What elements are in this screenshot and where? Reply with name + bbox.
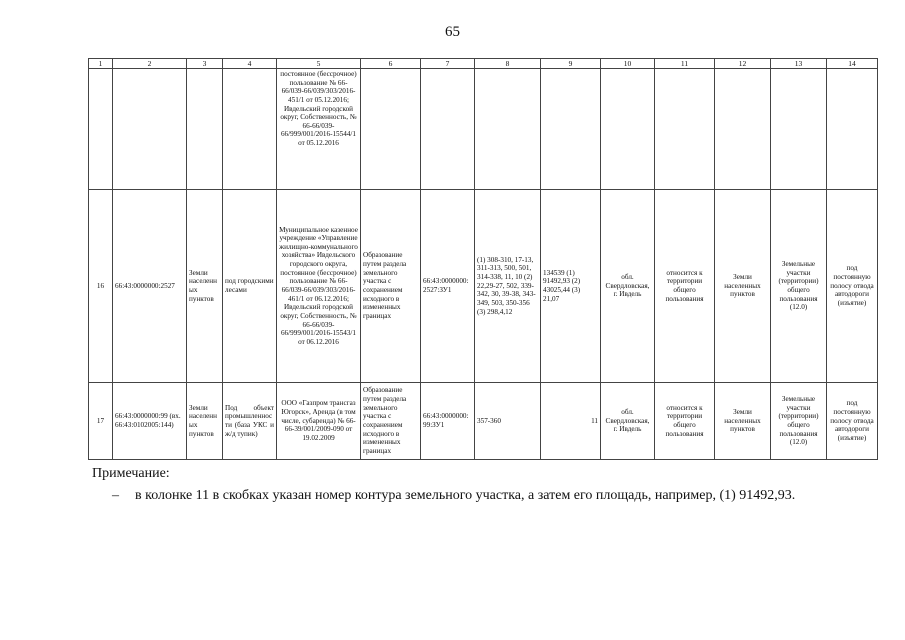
column-number: 1 bbox=[89, 59, 113, 69]
table-row bbox=[89, 383, 878, 460]
column-number: 8 bbox=[475, 59, 541, 69]
page-number: 65 bbox=[445, 24, 460, 40]
address-cell: обл. Свердловская, г. Ивдель bbox=[601, 383, 655, 460]
column-number: 2 bbox=[113, 59, 187, 69]
column-number: 10 bbox=[601, 59, 655, 69]
rights-holder-cell: постоянное (бессрочное) пользование № 66-66/039-66/039/303/2016-451/1 от 05.12.2016; Ивдельский городской округ, Собственность, № 66-66/039-66/999/001/2016-15544/1 от 05.12.2016 bbox=[277, 69, 361, 190]
note-item bbox=[112, 488, 795, 504]
new-permitted-use-cell: Земельные участки (территории) общего пользования (12.0) bbox=[771, 383, 827, 460]
formation-method-cell: Образование путем раздела земельного участка с сохранением исходного в измененных границах bbox=[361, 383, 421, 460]
boundary-points-cell: 357-360 bbox=[475, 383, 541, 460]
row-number-cell bbox=[89, 69, 113, 190]
territory-type-cell: относится к территории общего пользования bbox=[655, 383, 715, 460]
column-number: 6 bbox=[361, 59, 421, 69]
area-cell: 134539 (1) 91492,93 (2) 43025,44 (3) 21,07 bbox=[541, 190, 601, 383]
permitted-use-cell: под городскими лесами bbox=[223, 190, 277, 383]
cadastral-number-cell bbox=[113, 69, 187, 190]
land-category-cell bbox=[187, 69, 223, 190]
new-plot-number-cell bbox=[421, 69, 475, 190]
rights-holder-cell: ООО «Газпром трансгаз Югорск», Аренда (в том числе, субаренда) № 66-66-39/001/2009-090 от 19.02.2009 bbox=[277, 383, 361, 460]
new-land-category-cell bbox=[715, 69, 771, 190]
cadastral-number-cell: 66:43:0000000:99 (вх. 66:43:0102005:144) bbox=[113, 383, 187, 460]
address-cell bbox=[601, 69, 655, 190]
territory-type-cell bbox=[655, 69, 715, 190]
column-number: 11 bbox=[655, 59, 715, 69]
column-number: 4 bbox=[223, 59, 277, 69]
column-number: 5 bbox=[277, 59, 361, 69]
row-number-cell: 16 bbox=[89, 190, 113, 383]
new-plot-number-cell: 66:43:0000000:99:ЗУ1 bbox=[421, 383, 475, 460]
area-cell bbox=[541, 69, 601, 190]
table-row bbox=[89, 190, 878, 383]
new-permitted-use-cell: Земельные участки (территории) общего пользования (12.0) bbox=[771, 190, 827, 383]
note-title: Примечание: bbox=[92, 466, 170, 481]
row-number-cell: 17 bbox=[89, 383, 113, 460]
land-plots-table bbox=[88, 58, 878, 460]
table-row bbox=[89, 69, 878, 190]
boundary-points-cell bbox=[475, 69, 541, 190]
column-number: 13 bbox=[771, 59, 827, 69]
territory-type-cell: относится к территории общего пользования bbox=[655, 190, 715, 383]
boundary-points-cell: (1) 308-310, 17-13, 311-313, 500, 501, 314-338, 11, 10 (2) 22,29-27, 502, 339-342, 30, 39-38, 343-349, 503, 350-356 (3) 298,4,12 bbox=[475, 190, 541, 383]
formation-method-cell: Образование путем раздела земельного участка с сохранением исходного в измененных границах bbox=[361, 190, 421, 383]
new-land-category-cell: Земли населенных пунктов bbox=[715, 190, 771, 383]
land-category-cell: Земли населенных пунктов bbox=[187, 383, 223, 460]
land-category-cell: Земли населенных пунктов bbox=[187, 190, 223, 383]
column-number: 3 bbox=[187, 59, 223, 69]
new-land-category-cell: Земли населенных пунктов bbox=[715, 383, 771, 460]
column-number: 14 bbox=[827, 59, 878, 69]
column-number: 9 bbox=[541, 59, 601, 69]
column-number: 12 bbox=[715, 59, 771, 69]
table-header-row bbox=[89, 59, 878, 69]
area-cell: 11 bbox=[541, 383, 601, 460]
permitted-use-cell bbox=[223, 69, 277, 190]
cadastral-number-cell: 66:43:0000000:2527 bbox=[113, 190, 187, 383]
address-cell: обл. Свердловская, г. Ивдель bbox=[601, 190, 655, 383]
purpose-cell: под постоянную полосу отвода автодороги (изъятие) bbox=[827, 190, 878, 383]
purpose-cell: под постоянную полосу отвода автодороги (изъятие) bbox=[827, 383, 878, 460]
dash-marker: – bbox=[112, 488, 119, 503]
formation-method-cell bbox=[361, 69, 421, 190]
note-text: в колонке 11 в скобках указан номер контура земельного участка, а затем его площадь, например, (1) 91492,93. bbox=[135, 488, 796, 503]
new-permitted-use-cell bbox=[771, 69, 827, 190]
new-plot-number-cell: 66:43:0000000:2527:ЗУ1 bbox=[421, 190, 475, 383]
purpose-cell bbox=[827, 69, 878, 190]
permitted-use-cell: Под объект промышленности (база УКС и ж/д тупик) bbox=[223, 383, 277, 460]
rights-holder-cell: Муниципальное казенное учреждение «Управление жилищно-коммунального хозяйства» Ивдельского городского округа, постоянное (бессрочное) пользование № 66-66/039-66/039/303/2016-461/1 от 06.12.2016; Ивдельский городской округ, Собственность, № 66-66/039-66/999/001/2016-15543/1 от 06.12.2016 bbox=[277, 190, 361, 383]
column-number: 7 bbox=[421, 59, 475, 69]
